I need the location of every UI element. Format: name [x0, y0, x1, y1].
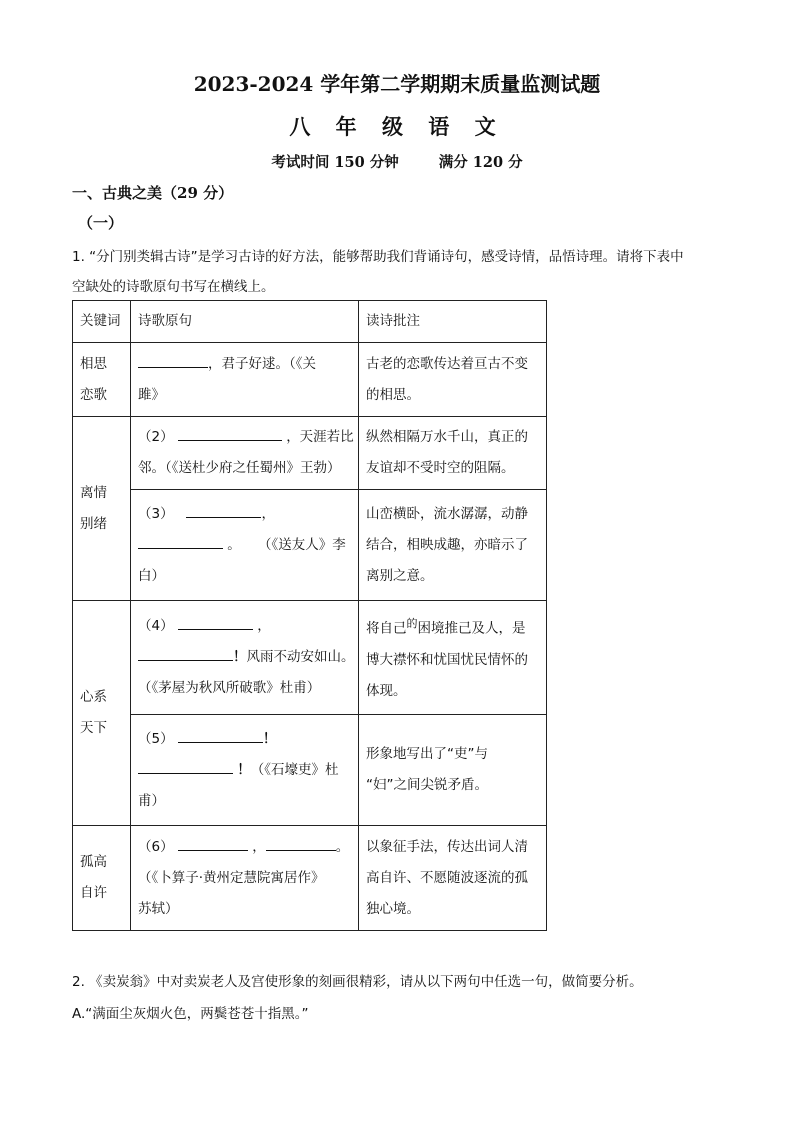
exam-subject: 八 年 级 语 文	[289, 114, 505, 139]
header-annotation: 读诗批注	[359, 301, 547, 343]
table-header-row	[73, 301, 547, 343]
annotation-cell: 古老的恋歌传达着亘古不变 的相思。	[359, 343, 547, 417]
exam-title: 2023-2024 学年第二学期期末质量监测试题	[193, 72, 601, 96]
poem-line-cell: （6） ， 。 （《卜算子·黄州定慧院寓居作》 苏轼）	[131, 826, 359, 931]
annotation-cell: 山峦横卧，流水潺潺，动静 结合，相映成趣，亦暗示了 离别之意。	[359, 490, 547, 601]
poem-line-cell: （4） ， ！风雨不动安如山。 （《茅屋为秋风所破歌》杜甫）	[131, 601, 359, 715]
header-poem-line: 诗歌原句	[131, 301, 359, 343]
annotation-cell: 以象征手法，传达出词人清 高自许、不愿随波逐流的孤 独心境。	[359, 826, 547, 931]
poem-table	[72, 300, 547, 931]
exam-time: 考试时间 150 分钟	[271, 154, 399, 171]
answer-blank[interactable]	[178, 728, 263, 743]
table-row	[73, 417, 547, 490]
table-row	[73, 601, 547, 715]
answer-blank[interactable]	[178, 615, 253, 630]
answer-blank[interactable]	[186, 503, 261, 518]
table-row	[73, 490, 547, 601]
poem-line-cell: （3） ， 。 （《送友人》李 白）	[131, 490, 359, 601]
keyword-cell: 离情 别绪	[73, 417, 131, 601]
table-row	[73, 826, 547, 931]
answer-blank[interactable]	[178, 426, 282, 441]
table-row	[73, 343, 547, 417]
exam-score: 满分 120 分	[438, 154, 523, 171]
question-1-text-cont: 空缺处的诗歌原句书写在横线上。	[72, 279, 275, 295]
poem-line-cell: （2） ，天涯若比 邻。（《送杜少府之任蜀州》王勃）	[131, 417, 359, 490]
header-keyword: 关键词	[73, 301, 131, 343]
keyword-cell: 相思 恋歌	[73, 343, 131, 417]
section-heading: 一、古典之美（29 分）	[72, 184, 234, 202]
keyword-cell: 心系 天下	[73, 601, 131, 826]
answer-blank[interactable]	[138, 534, 223, 549]
question-1-text: 1. “分门别类辑古诗”是学习古诗的好方法，能够帮助我们背诵诗句，感受诗情，品悟诗理。请将下表中	[72, 249, 684, 265]
annotation-cell: 纵然相隔万水千山，真正的 友谊却不受时空的阻隔。	[359, 417, 547, 490]
poem-line-cell: （5） ！ ！（《石壕吏》杜 甫）	[131, 715, 359, 826]
answer-blank[interactable]	[138, 759, 233, 774]
answer-blank[interactable]	[178, 836, 248, 851]
answer-blank[interactable]	[138, 353, 208, 368]
subsection-heading: （一）	[78, 214, 124, 232]
exam-info	[0, 151, 794, 172]
answer-blank[interactable]	[138, 646, 233, 661]
question-2-text: 2. 《卖炭翁》中对卖炭老人及宫使形象的刻画很精彩，请从以下两句中任选一句，做简要分析。	[72, 974, 643, 990]
annotation-cell: 形象地写出了“吏”与 “妇”之间尖锐矛盾。	[359, 715, 547, 826]
question-2-option-a: A.“满面尘灰烟火色，两鬓苍苍十指黑。”	[72, 1006, 309, 1022]
poem-line-cell: ，君子好逑。（《关 雎》	[131, 343, 359, 417]
table-row	[73, 715, 547, 826]
keyword-cell: 孤高 自许	[73, 826, 131, 931]
annotation-cell: 将自己$^的$困境推己及人，是 博大襟怀和忧国忧民情怀的 体现。	[359, 601, 547, 715]
answer-blank[interactable]	[266, 836, 336, 851]
